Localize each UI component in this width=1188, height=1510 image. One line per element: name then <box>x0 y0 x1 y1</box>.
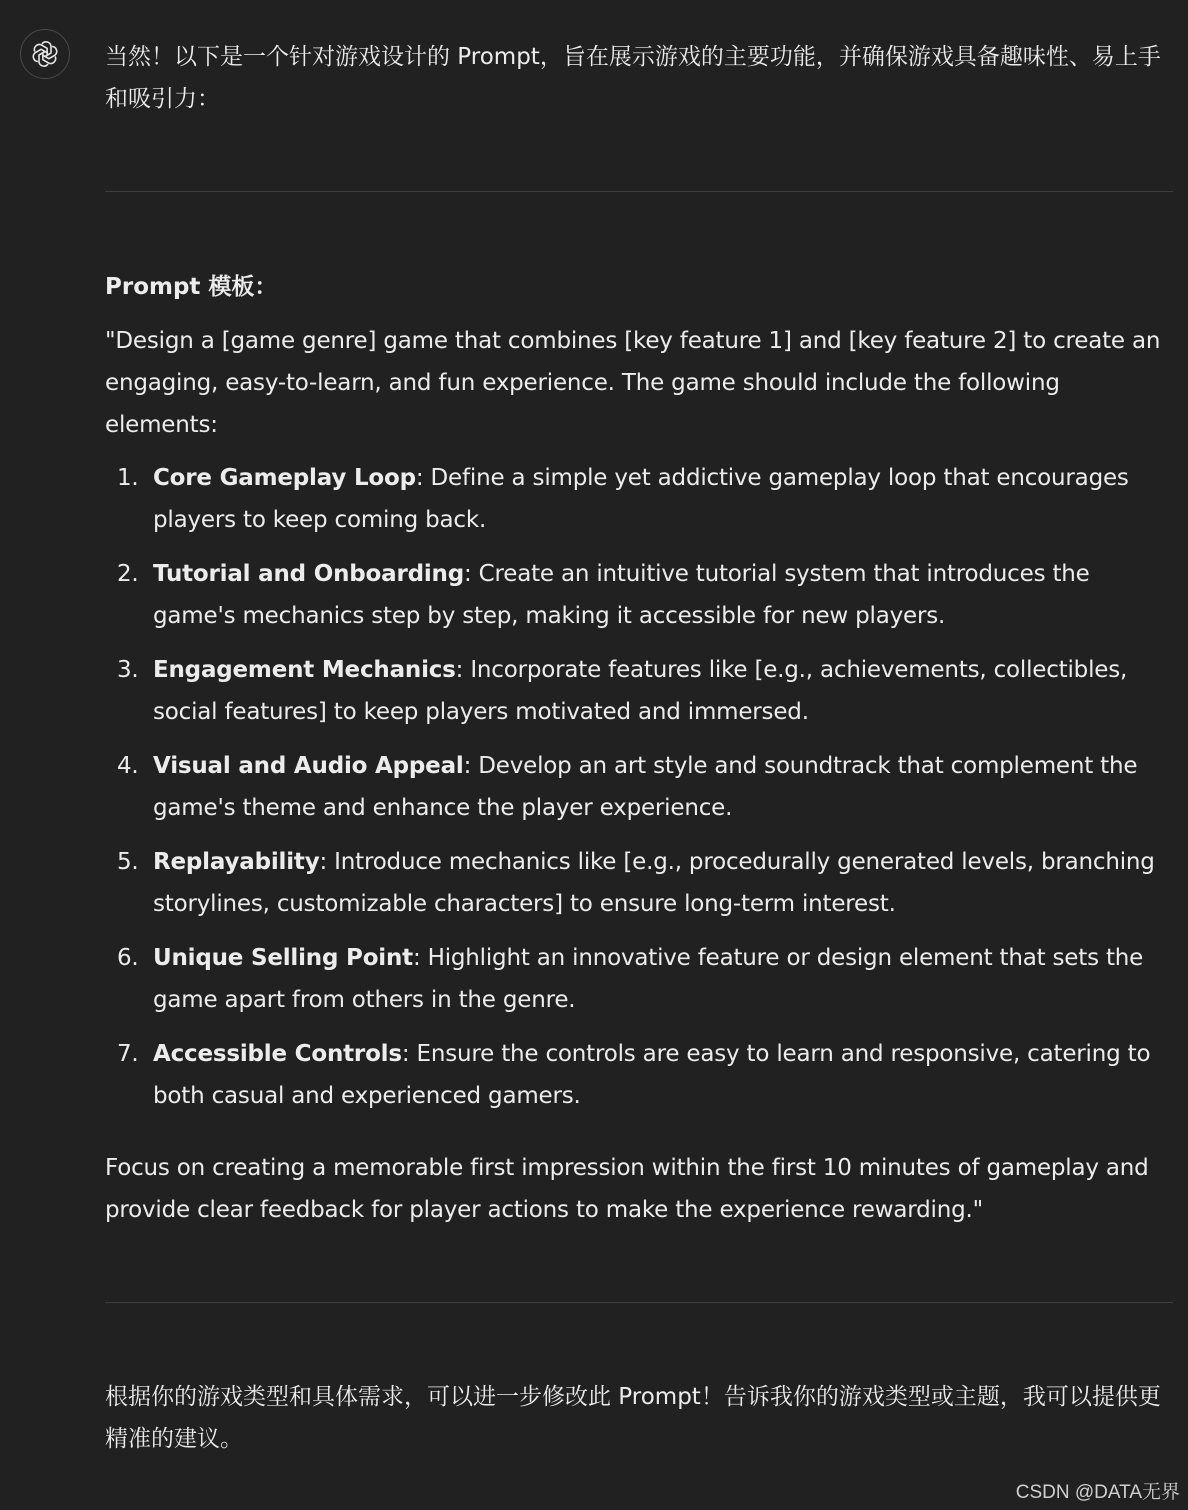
item-text: : Highlight an innovative feature or design element that sets the game apart from others in the genre. <box>153 945 1144 1013</box>
item-text: : Define a simple yet addictive gameplay loop that encourages players to keep coming back. <box>153 465 1129 533</box>
list-item <box>105 937 1173 1021</box>
elements-list <box>105 457 1173 1129</box>
item-text: : Incorporate features like [e.g., achievements, collectibles, social features] to keep players motivated and immersed. <box>153 657 1128 725</box>
list-item <box>105 649 1173 733</box>
item-text: : Create an intuitive tutorial system that introduces the game's mechanics step by step, making it accessible for new players. <box>153 561 1090 629</box>
template-intro: "Design a [game genre] game that combines [key feature 1] and [key feature 2] to create an engaging, easy-to-learn, and fun experience. The game should include the following elements: <box>105 328 1161 438</box>
list-item <box>105 457 1173 541</box>
item-title: Core Gameplay Loop <box>153 465 416 491</box>
item-title: Replayability <box>153 849 320 875</box>
item-text: : Ensure the controls are easy to learn and responsive, catering to both casual and experienced gamers. <box>153 1041 1151 1109</box>
template-heading: Prompt 模板： <box>105 274 278 300</box>
item-title: Engagement Mechanics <box>153 657 456 683</box>
list-number: 2. <box>117 561 139 587</box>
list-number: 7. <box>117 1041 139 1067</box>
list-item <box>105 553 1173 637</box>
item-title: Unique Selling Point <box>153 945 413 971</box>
divider <box>105 1302 1173 1303</box>
item-text: : Develop an art style and soundtrack that complement the game's theme and enhance the player experience. <box>153 753 1138 821</box>
list-number: 3. <box>117 657 139 683</box>
divider <box>105 191 1173 192</box>
list-number: 4. <box>117 753 139 779</box>
item-title: Visual and Audio Appeal <box>153 753 464 779</box>
message-intro: 当然！以下是一个针对游戏设计的 Prompt，旨在展示游戏的主要功能，并确保游戏具备趣味性、易上手和吸引力： <box>105 44 1161 112</box>
assistant-avatar <box>20 29 70 79</box>
watermark: CSDN @DATA无界 <box>1015 1482 1180 1503</box>
list-number: 5. <box>117 849 139 875</box>
item-text: : Introduce mechanics like [e.g., procedurally generated levels, branching storylines, customizable characters] to ensure long-term interest. <box>153 849 1155 917</box>
list-item <box>105 745 1173 829</box>
openai-logo-icon <box>31 40 59 68</box>
closing-paragraph: 根据你的游戏类型和具体需求，可以进一步修改此 Prompt！告诉我你的游戏类型或主题，我可以提供更精准的建议。 <box>105 1384 1161 1452</box>
list-number: 1. <box>117 465 139 491</box>
item-title: Tutorial and Onboarding <box>153 561 464 587</box>
focus-paragraph: Focus on creating a memorable first impression within the first 10 minutes of gameplay and provide clear feedback for player actions to make the experience rewarding." <box>105 1155 1149 1223</box>
item-title: Accessible Controls <box>153 1041 402 1067</box>
list-number: 6. <box>117 945 139 971</box>
list-item <box>105 841 1173 925</box>
list-item <box>105 1033 1173 1117</box>
